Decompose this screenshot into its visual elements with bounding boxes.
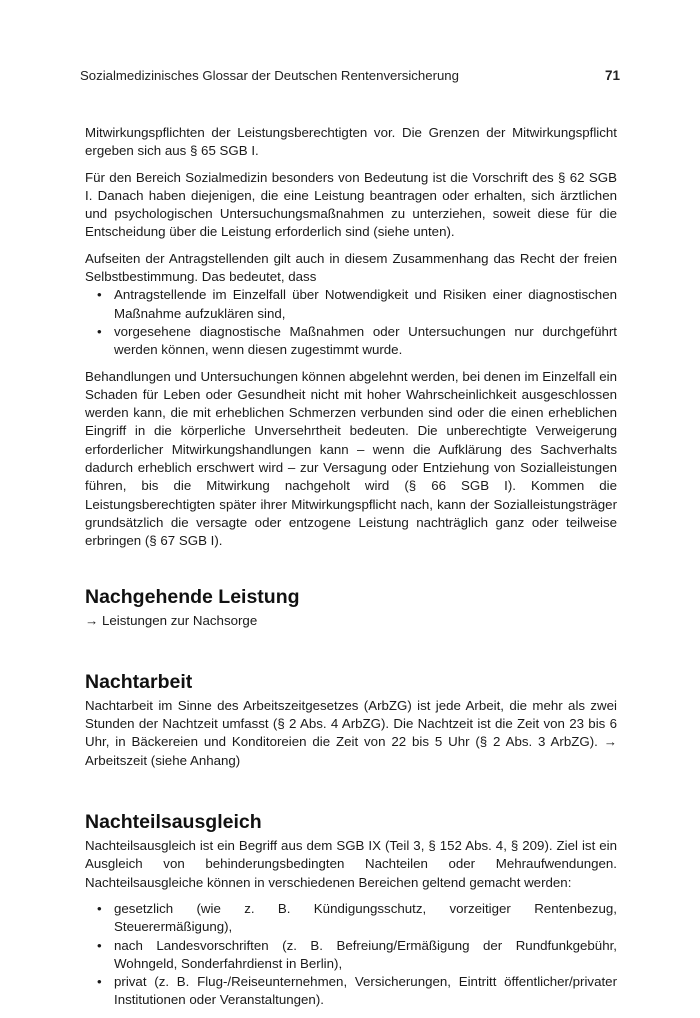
page-body [85,124,617,1018]
entry-heading: Nachtarbeit [85,670,193,693]
list-item: • vorgesehene diagnostische Maßnahmen oder Untersuchungen nur durchgeführt werden können, wenn diesen zugestimmt wurde. [85,323,617,360]
paragraph: Für den Bereich Sozialmedizin besonders von Bedeutung ist die Vorschrift des § 62 SGB I. Danach haben diejenigen, die eine Leistung beantragen oder erhalten, sich ärztlichen und psychologischen Untersuchungsmaßnahmen zu unterziehen, soweit diese für die Entscheidung über die Leistung erforderlich sind (siehe unten). [85,169,617,240]
entry-nachtarbeit [85,670,617,770]
cross-reference: → Leistungen zur Nachsorge [85,612,258,628]
bullet-list [85,286,617,359]
list-item: • nach Landesvorschriften (z. B. Befreiung/Ermäßigung der Rundfunkgebühr, Wohngeld, Sonderfahrdienst in Berlin), [85,937,617,974]
paragraph: Aufseiten der Antragstellenden gilt auch in diesem Zusammenhang das Recht der freien Selbstbestimmung. Das bedeutet, dass [85,250,617,285]
bullet-list [85,900,617,1010]
list-item: • gesetzlich (wie z. B. Kündigungsschutz, vorzeitiger Rentenbezug, Steuerermäßigung), [85,900,617,937]
paragraph: Behandlungen und Untersuchungen können abgelehnt werden, bei denen im Einzelfall ein Schaden für Leben oder Gesundheit nicht mit hoher Wahrscheinlichkeit ausgeschlossen werden kann, die mit erheblichen Schmerzen verbunden sind oder die einen erheblichen Eingriff in die körperliche Unversehrtheit bedeuten. Die unberechtigte Verweigerung erforderlicher Mitwirkungshandlungen kann – wenn die Aufklärung des Sachverhalts dadurch erheblich erschwert wird – zur Versagung oder Entziehung von Sozialleistungen führen, bis die Mitwirkung nachgeholt wird (§ 66 SGB I). Kommen die Leistungsberechtigten später ihrer Mitwirkungspflicht nach, kann der Sozialleistungsträger grundsätzlich die versagte oder entzogene Leistung nachträglich ganz oder teilweise erbringen (§ 67 SGB I). [85,368,617,549]
entry-nachteilsausgleich [85,810,617,1010]
running-header [80,68,620,83]
list-item: • Antragstellende im Einzelfall über Notwendigkeit und Risiken einer diagnostischen Maßnahme aufzuklären sind, [85,286,617,323]
list-item: • privat (z. B. Flug-/Reiseunternehmen, Versicherungen, Eintritt öffentlicher/privater Institutionen oder Veranstaltungen). [85,973,617,1010]
entry-heading: Nachgehende Leistung [85,585,300,608]
paragraph: Nachtarbeit im Sinne des Arbeitszeitgesetzes (ArbZG) ist jede Arbeit, die mehr als zwei Stunden der Nachtzeit umfasst (§ 2 Abs. 4 ArbZG). Die Nachtzeit ist die Zeit von 23 bis 6 Uhr, in Bäckereien und Konditoreien die Zeit von 22 bis 5 Uhr (§ 2 Abs. 3 ArbZG). → Arbeitszeit (siehe Anhang) [85,697,617,768]
paragraph: Nachteilsausgleich ist ein Begriff aus dem SGB IX (Teil 3, § 152 Abs. 4, § 209). Ziel ist ein Ausgleich von behinderungsbedingten Nachteilen oder Mehraufwendungen. Nachteilsausgleiche können in verschiedenen Bereichen geltend gemacht werden: [85,838,617,890]
running-header-title: Sozialmedizinisches Glossar der Deutschen Rentenversicherung [80,68,459,83]
paragraph: Mitwirkungspflichten der Leistungsberechtigten vor. Die Grenzen der Mitwirkungspflicht ergeben sich aus § 65 SGB I. [85,125,617,159]
entry-heading: Nachteilsausgleich [85,811,262,834]
entry-nachgehende-leistung [85,585,617,630]
page-number: 71 [604,68,620,83]
